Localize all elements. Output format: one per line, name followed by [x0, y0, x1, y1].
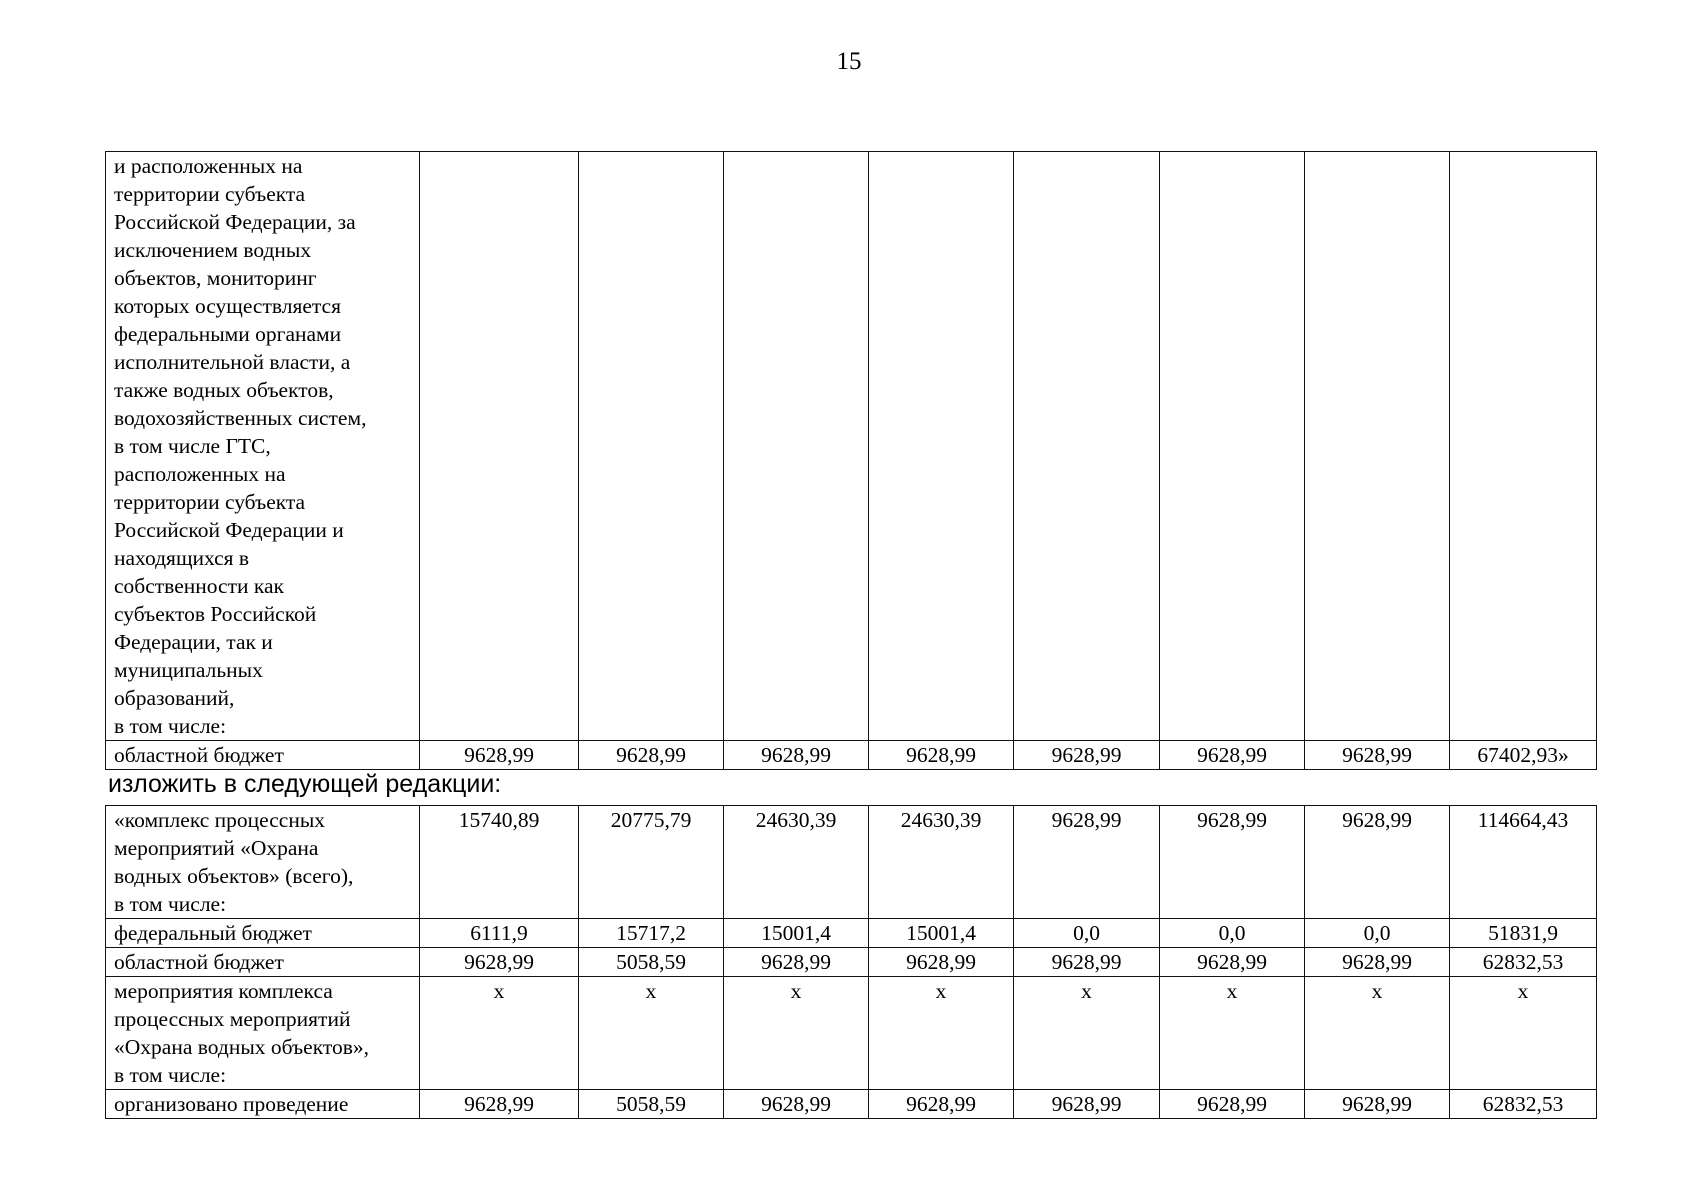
value-cell: 9628,99 [1014, 806, 1160, 919]
value-cell [1450, 152, 1597, 741]
row-label: и расположенных на территории субъекта Российской Федерации, за исключением водных объектов, мониторинг которых осуществляется федеральными органами исполнительной власти, а также водных объектов, водохозяйственных систем, в том числе ГТС, расположенных на территории субъекта Российской Федерации и находящихся в собственности как субъектов Российской Федерации, так и муниципальных образований, в том числе: [106, 152, 420, 741]
value-cell: x [724, 977, 869, 1090]
amendment-caption: изложить в следующей редакции: [108, 770, 502, 798]
value-cell: 9628,99 [869, 741, 1014, 770]
bottom-table [105, 805, 1597, 1119]
table-row [106, 1090, 1597, 1119]
value-cell: 9628,99 [869, 1090, 1014, 1119]
value-cell [579, 152, 724, 741]
value-cell: x [869, 977, 1014, 1090]
value-cell: 6111,9 [420, 919, 579, 948]
value-cell: 5058,59 [579, 1090, 724, 1119]
row-label: «комплекс процессных мероприятий «Охрана водных объектов» (всего), в том числе: [106, 806, 420, 919]
value-cell [1014, 152, 1160, 741]
value-cell [869, 152, 1014, 741]
value-cell: 0,0 [1305, 919, 1450, 948]
value-cell: 5058,59 [579, 948, 724, 977]
table-row [106, 948, 1597, 977]
table-row [106, 806, 1597, 919]
row-label: организовано проведение [106, 1090, 420, 1119]
table-row [106, 919, 1597, 948]
value-cell: 9628,99 [1160, 948, 1305, 977]
value-cell: 9628,99 [724, 1090, 869, 1119]
value-cell: 9628,99 [1160, 741, 1305, 770]
value-cell: x [1014, 977, 1160, 1090]
value-cell: 0,0 [1014, 919, 1160, 948]
table-row [106, 152, 1597, 741]
value-cell: 9628,99 [724, 948, 869, 977]
value-cell [420, 152, 579, 741]
value-cell: 9628,99 [420, 948, 579, 977]
value-cell: 9628,99 [1305, 1090, 1450, 1119]
row-label: федеральный бюджет [106, 919, 420, 948]
value-cell: x [420, 977, 579, 1090]
value-cell: 9628,99 [1160, 1090, 1305, 1119]
top-table [105, 151, 1597, 770]
value-cell: 15740,89 [420, 806, 579, 919]
value-cell [724, 152, 869, 741]
value-cell: 9628,99 [1160, 806, 1305, 919]
value-cell: 51831,9 [1450, 919, 1597, 948]
value-cell: 67402,93» [1450, 741, 1597, 770]
page-number: 15 [836, 48, 862, 75]
value-cell: 9628,99 [1014, 741, 1160, 770]
value-cell: 9628,99 [420, 741, 579, 770]
value-cell [1305, 152, 1450, 741]
value-cell: x [1160, 977, 1305, 1090]
value-cell: 15001,4 [869, 919, 1014, 948]
value-cell: 15001,4 [724, 919, 869, 948]
row-label: мероприятия комплекса процессных мероприятий «Охрана водных объектов», в том числе: [106, 977, 420, 1090]
value-cell: 9628,99 [1014, 948, 1160, 977]
value-cell: 20775,79 [579, 806, 724, 919]
value-cell: 24630,39 [869, 806, 1014, 919]
value-cell: x [1450, 977, 1597, 1090]
value-cell: 15717,2 [579, 919, 724, 948]
value-cell: 9628,99 [1305, 806, 1450, 919]
value-cell: x [1305, 977, 1450, 1090]
value-cell: 9628,99 [1305, 741, 1450, 770]
value-cell: 62832,53 [1450, 948, 1597, 977]
value-cell: 9628,99 [579, 741, 724, 770]
value-cell: 9628,99 [420, 1090, 579, 1119]
table-row [106, 741, 1597, 770]
row-label: областной бюджет [106, 741, 420, 770]
table-row [106, 977, 1597, 1090]
value-cell: 24630,39 [724, 806, 869, 919]
value-cell: 9628,99 [724, 741, 869, 770]
value-cell: 114664,43 [1450, 806, 1597, 919]
value-cell: x [579, 977, 724, 1090]
row-label: областной бюджет [106, 948, 420, 977]
value-cell: 0,0 [1160, 919, 1305, 948]
value-cell: 9628,99 [869, 948, 1014, 977]
value-cell: 9628,99 [1305, 948, 1450, 977]
value-cell: 62832,53 [1450, 1090, 1597, 1119]
value-cell: 9628,99 [1014, 1090, 1160, 1119]
value-cell [1160, 152, 1305, 741]
